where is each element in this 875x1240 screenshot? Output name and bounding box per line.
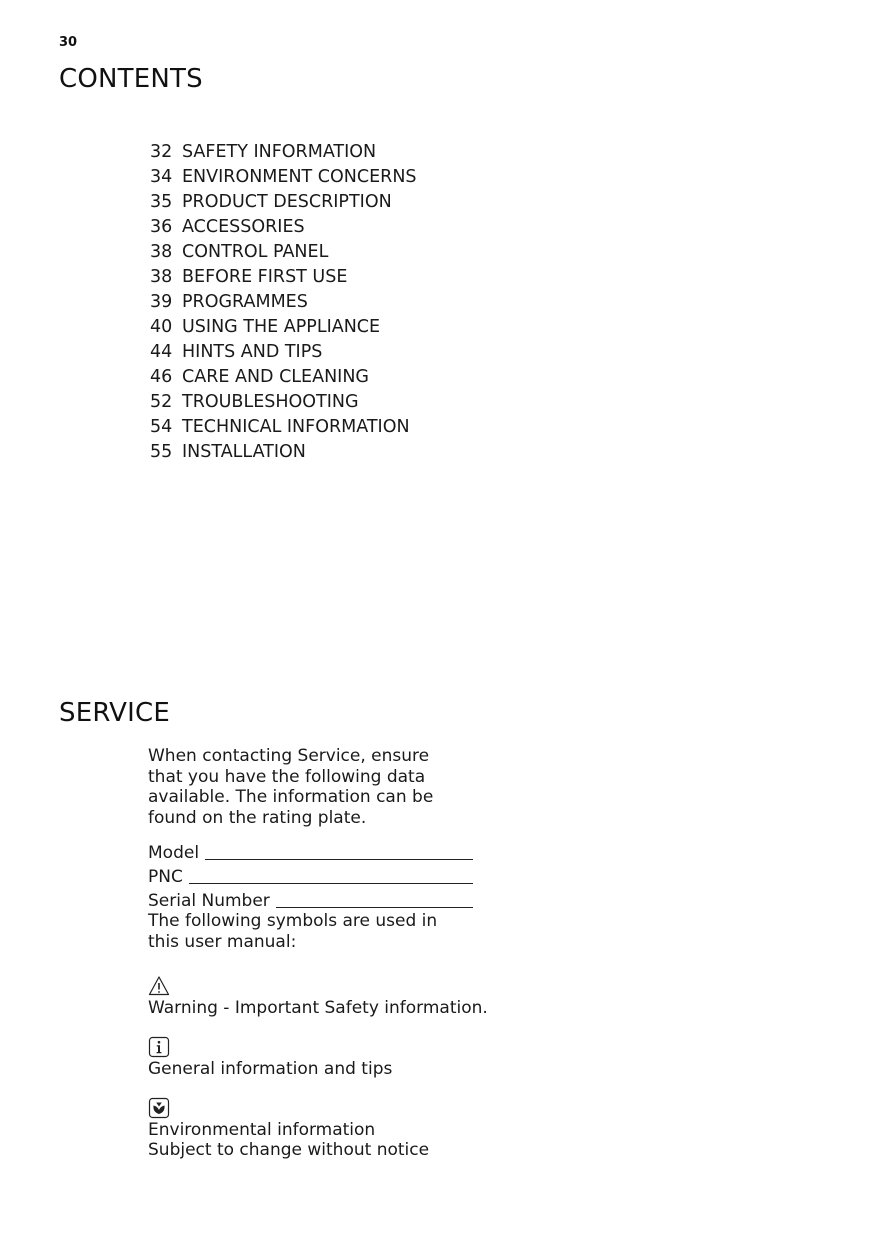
toc-page-number: 44 [150,342,173,362]
toc-title: TECHNICAL INFORMATION [182,417,410,437]
info-symbol-block [148,1036,478,1079]
toc-page-number: 55 [150,442,173,462]
service-intro: When contacting Service, ensure that you have the following data available. The information can be found on the rating plate. [148,746,434,828]
toc-page-number: 40 [150,317,173,337]
toc-page-number: 54 [150,417,173,437]
service-heading: SERVICE [59,698,171,728]
pnc-blank-line [189,883,473,884]
toc-item[interactable] [150,140,417,165]
toc-title: ENVIRONMENT CONCERNS [182,167,417,187]
toc-title: HINTS AND TIPS [182,342,323,362]
toc-title: CARE AND CLEANING [182,367,369,387]
toc-title: PRODUCT DESCRIPTION [182,192,392,212]
toc-title: INSTALLATION [182,442,306,462]
toc-item[interactable] [150,165,417,190]
toc-title: ACCESSORIES [182,217,305,237]
symbols-intro: The following symbols are used in this user manual: [148,911,438,953]
service-section [148,746,488,1161]
toc-page-number: 39 [150,292,173,312]
environment-icon [148,1097,170,1119]
toc-page-number: 38 [150,242,173,262]
info-symbol-text: General information and tips [148,1059,393,1080]
change-notice: Subject to change without notice [148,1140,430,1161]
environment-symbol-block [148,1097,478,1140]
toc-page-number: 52 [150,392,173,412]
toc-page-number: 35 [150,192,173,212]
warning-symbol-text: Warning - Important Safety information. [148,998,488,1019]
warning-icon [148,975,170,997]
toc-item[interactable] [150,440,417,465]
toc-item[interactable] [150,315,417,340]
toc-page-number: 46 [150,367,173,387]
page-number: 30 [59,35,78,50]
toc-title: TROUBLESHOOTING [182,392,359,412]
toc-item[interactable] [150,340,417,365]
toc-item[interactable] [150,415,417,440]
pnc-label: PNC [148,867,183,888]
pnc-field [148,863,473,887]
toc-title: CONTROL PANEL [182,242,329,262]
toc-item[interactable] [150,290,417,315]
toc-title: SAFETY INFORMATION [182,142,377,162]
table-of-contents [150,140,417,465]
service-data-fields [148,839,478,911]
toc-page-number: 32 [150,142,173,162]
toc-item[interactable] [150,190,417,215]
toc-item[interactable] [150,365,417,390]
model-field [148,839,473,863]
toc-item[interactable] [150,240,417,265]
toc-title: USING THE APPLIANCE [182,317,381,337]
serial-number-blank-line [276,907,473,908]
model-label: Model [148,843,200,864]
model-blank-line [205,859,473,860]
toc-item[interactable] [150,215,417,240]
warning-symbol-block [148,975,488,1019]
toc-item[interactable] [150,390,417,415]
toc-title: BEFORE FIRST USE [182,267,348,287]
environment-symbol-text: Environmental information [148,1120,376,1141]
toc-page-number: 34 [150,167,173,187]
info-icon [148,1036,170,1058]
serial-number-label: Serial Number [148,891,270,912]
contents-heading: CONTENTS [59,64,203,94]
toc-title: PROGRAMMES [182,292,308,312]
toc-page-number: 36 [150,217,173,237]
toc-item[interactable] [150,265,417,290]
serial-number-field [148,887,473,911]
toc-page-number: 38 [150,267,173,287]
